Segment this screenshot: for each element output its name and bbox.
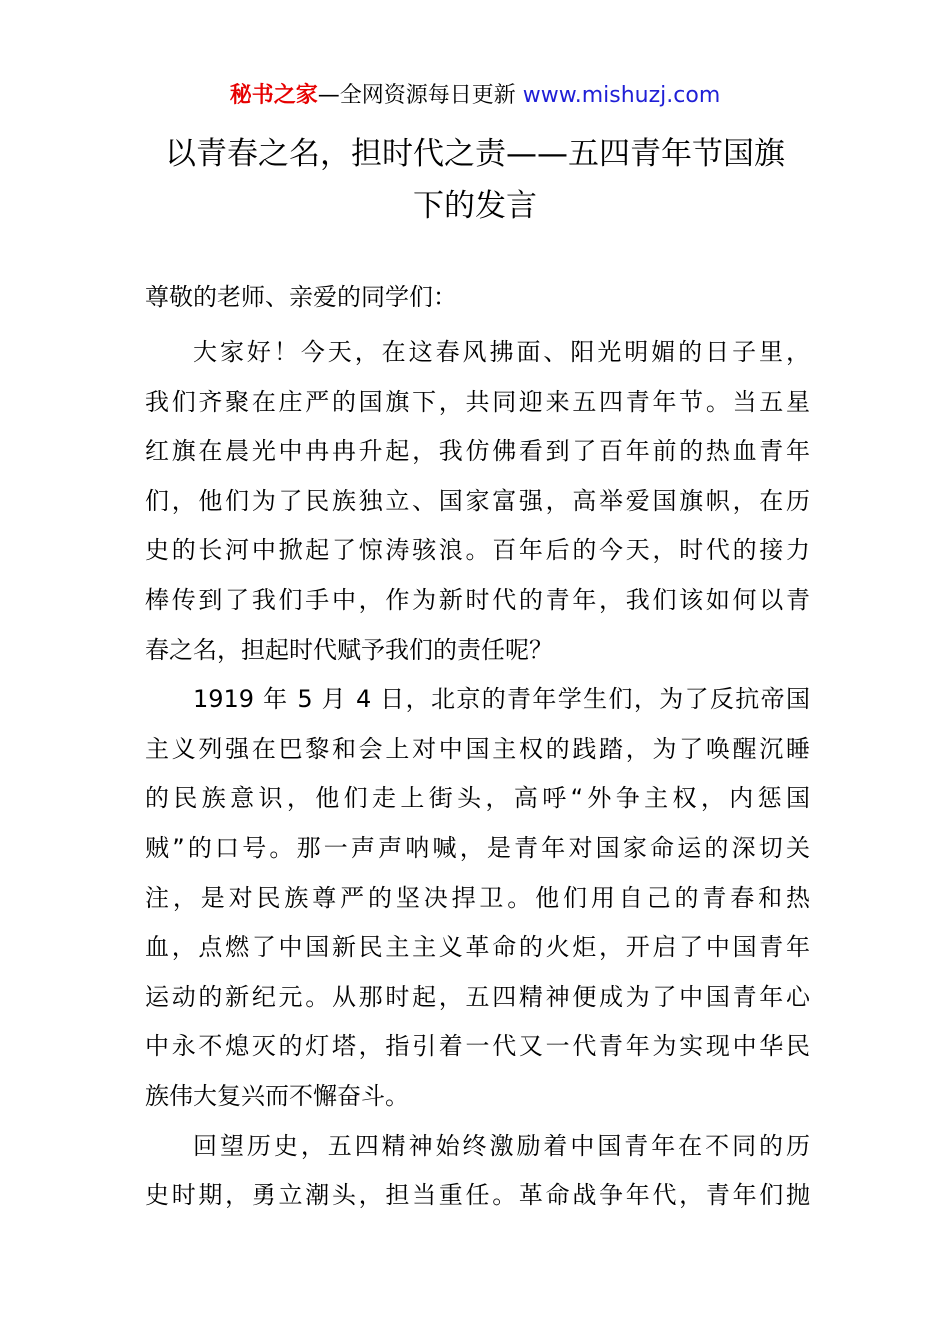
- paragraph-line: 春之名，担起时代赋予我们的责任呢？: [145, 635, 553, 664]
- paragraph-line: 红旗在晨光中冉冉升起，我仿佛看到了百年前的热血青年: [145, 437, 810, 466]
- salutation: 尊敬的老师、亲爱的同学们：: [145, 283, 457, 311]
- paragraph-line: 血，点燃了中国新民主主义革命的火炬，开启了中国青年: [145, 933, 810, 962]
- paragraph-line: 运动的新纪元。从那时起，五四精神便成为了中国青年心: [145, 982, 810, 1011]
- document-title: [140, 128, 810, 232]
- title-line-2: 下的发言: [413, 188, 537, 224]
- paragraph-line: 棒传到了我们手中，作为新时代的青年，我们该如何以青: [145, 585, 810, 614]
- site-brand: 秘书之家: [229, 83, 318, 108]
- title-line-1: 以青春之名，担时代之责——五四青年节国旗: [165, 136, 785, 172]
- paragraph-line: 注，是对民族尊严的坚决捍卫。他们用自己的青春和热: [145, 883, 810, 912]
- paragraph-line: 贼”的口号。那一声声呐喊，是青年对国家命运的深切关: [145, 833, 810, 862]
- paragraph-line: 1919 年 5 月 4 日，北京的青年学生们，为了反抗帝国: [193, 685, 810, 714]
- paragraph-2: [145, 675, 810, 1121]
- site-url-link[interactable]: www.mishuzj.com: [522, 83, 721, 108]
- document-body: [145, 278, 810, 1221]
- paragraph-line: 们，他们为了民族独立、国家富强，高举爱国旗帜，在历: [145, 486, 810, 515]
- paragraph-line: 回望历史，五四精神始终激励着中国青年在不同的历: [193, 1131, 810, 1160]
- site-tagline: —全网资源每日更新: [317, 83, 523, 108]
- paragraph-3: [145, 1122, 810, 1221]
- paragraph-1: [145, 328, 810, 675]
- paragraph-line: 大家好！今天，在这春风拂面、阳光明媚的日子里，: [193, 338, 810, 366]
- paragraph-line: 族伟大复兴而不懈奋斗。: [145, 1081, 409, 1110]
- paragraph-line: 主义列强在巴黎和会上对中国主权的践踏，为了唤醒沉睡: [145, 734, 810, 763]
- paragraph-line: 我们齐聚在庄严的国旗下，共同迎来五四青年节。当五星: [145, 387, 810, 416]
- site-header: [0, 80, 950, 112]
- paragraph-line: 中永不熄灭的灯塔，指引着一代又一代青年为实现中华民: [145, 1032, 810, 1061]
- paragraph-line: 的民族意识，他们走上街头，高呼“外争主权，内惩国: [145, 784, 810, 813]
- paragraph-line: 史时期，勇立潮头，担当重任。革命战争年代，青年们抛: [145, 1181, 810, 1210]
- paragraph-line: 史的长河中掀起了惊涛骇浪。百年后的今天，时代的接力: [145, 536, 810, 565]
